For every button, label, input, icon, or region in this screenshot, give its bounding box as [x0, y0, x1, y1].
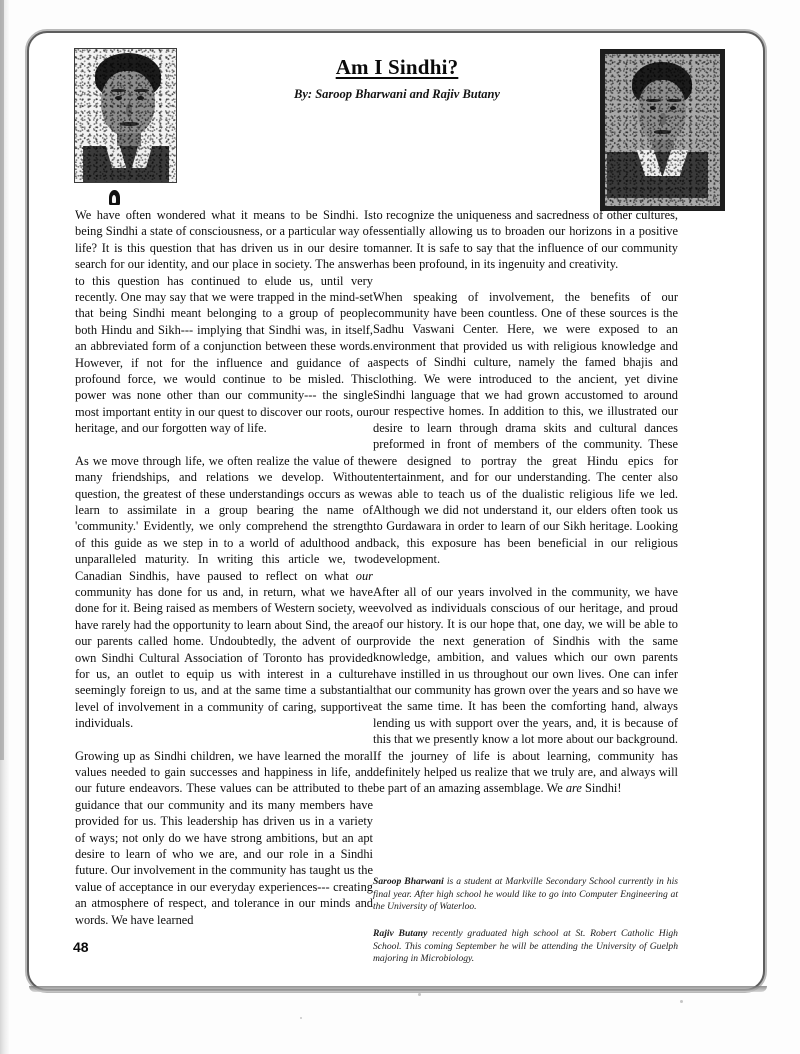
article-column-left	[75, 207, 373, 928]
paragraph	[75, 453, 373, 732]
paragraph: to recognize the uniqueness and sacredness of other cultures, essentially allowing us to broaden our horizons in a positive manner. It is safe to say that the influence of our community has been profound, in its ingenuity and creativity.	[373, 208, 678, 272]
article-byline: By: Saroop Bharwani and Rajiv Butany	[294, 87, 500, 101]
paragraph: Growing up as Sindhi children, we have learned the moral values needed to gain successes and happiness in life, and our future endeavors. These values can be attributed to the guidance that our community and its many members have provided for us. This leadership has driven us in a variety of ways; not only do we have strong ambitions, but an apt desire to learn of who we are, and our role in a Sindhi future. Our involvement in the community has taught us the value of acceptance in our everyday experiences--- creating an atmosphere of respect, and tolerance in our minds and words. We have learned	[75, 748, 373, 927]
scan-edge-artifact-dark	[0, 0, 4, 760]
author-bio-text: recently graduated high school at St. Robert Catholic High School. This coming September he will be attending the University of Guelph majoring in Microbiology.	[373, 928, 678, 965]
page-title: Am I Sindhi?	[335, 55, 459, 79]
paragraph: After all of our years involved in the community, we have evolved as individuals conscious of our heritage, and proud of our history. It is our hope that, one day, we will be able to provide the next generation of Sindhis with the same knowledge, ambition, and values which our own parents have instilled in us throughout our own lives. One can infer that our community has grown over the years and so have we at the same time. It has been the comforting hand, always lending us with support over the years, and, it is because of this that we presently know a lot more about our background. If the journey of life is about learning, community has definitely helped us realize that we truly are, and always will be part of an amazing assemblage. We are Sindhi!	[373, 584, 678, 796]
article-column-right	[373, 207, 678, 797]
author-photo-right	[600, 49, 725, 211]
scan-dust-speck	[418, 993, 421, 996]
author-bio-text: is a student at Markville Secondary School currently in his final year. After high school he would like to go into Computer Engineering at the University of Waterloo.	[373, 876, 678, 913]
page-number: 48	[73, 939, 89, 955]
scan-dust-speck	[680, 1000, 683, 1003]
scan-dust-speck	[300, 1017, 302, 1019]
author-bio-rajiv	[373, 928, 678, 966]
author-bio-name: Saroop Bharwani	[373, 876, 444, 887]
paragraph-text: As we move through life, we often realize the value of the many friendships, and relations we develop. Without question, the greatest of these understandings occurs as we learn to assimilate in a group bearing the name of 'community.' Evidently, we only comprehend the strength of this guide as we step in to a world of adulthood and unparalleled maturity. In writing this article we, two Canadian Sindhis, have paused to reflect on what our community has done for us and, in return, what we have done for it. Being raised as members of Western society, we have rarely had the opportunity to learn about Sind, the area our parents called home. Undoubtedly, the advent of our own Sindhi Cultural Association of Toronto has provided for us, an outlet to equip us with interest in a culture seemingly foreign to us, and at the same time a substantial level of involvement in a community of caring, supportive individuals.	[75, 453, 373, 731]
author-bio-name: Rajiv Butany	[373, 928, 428, 939]
author-bio-saroop	[373, 876, 678, 914]
paragraph: We have often wondered what it means to be Sindhi. Is being Sindhi a state of consciousness, or a particular way of life? It is this question that has driven us in our desire to search for our identity, and our place in society. The answer to this question has continued to elude us, until very recently. One may say that we were trapped in the mind-set that being Sindhi meant belonging to a group of people both Hindu and Sikh--- implying that Sindhi was, in itself, an abbreviated form of a conjunction between these words. However, if not for the influence and guidance of a profound force, we would continue to be misled. This power was none other than our community--- the single most important entity in our quest to discover our roots, our heritage, and our forgotten way of life.	[75, 208, 373, 436]
article-header	[207, 55, 587, 102]
page-content	[27, 31, 765, 991]
paragraph: When speaking of involvement, the benefits of our community have been countless. One of these sources is the Sadhu Vaswani Center. Here, we were exposed to an environment that provided us with religious knowledge and aspects of Sindhi culture, namely the famed bhajis and clothing. We were introduced to the ancient, yet divine Sindhi language that we had grown accustomed to around our respective homes. In addition to this, we illustrated our desire to learn through drama skits and cultural dances preformed in front of members of the community. These were designed to portray the great Hindu epics for entertainment, and for our understanding. The center also was able to teach us of the dualistic religious life we led. Although we did not understand it, our elders often took us to Gurdawara in order to learn of our Sikh heritage. Looking back, this exposure has been beneficial in our religious development.	[373, 289, 678, 567]
author-photo-left	[74, 48, 177, 183]
